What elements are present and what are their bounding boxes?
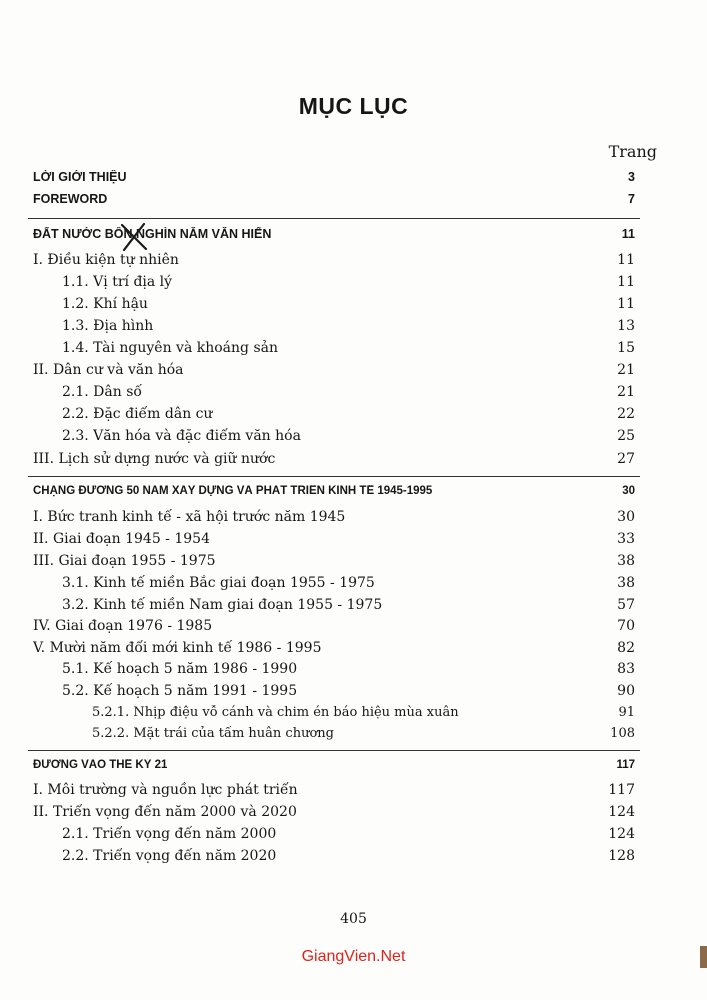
section-divider [28,218,640,219]
toc-entry-page: 22 [617,406,635,422]
toc-section-page: 11 [621,227,635,241]
toc-entry-page: 27 [617,451,635,467]
toc-entry-label: 1.4. Tài nguyên và khoáng sản [62,340,278,356]
toc-entry[interactable] [33,362,635,378]
toc-section-label: ĐẤT NƯỚC BỐN NGHÌN NĂM VĂN HIẾN [33,227,272,241]
toc-entry[interactable] [62,848,635,864]
toc-entry[interactable] [33,782,635,798]
page-edge-mark [700,946,707,968]
toc-entry[interactable] [62,318,635,334]
toc-entry-page: 30 [617,509,635,525]
toc-entry-label: 1.3. Địa hình [62,318,154,334]
toc-entry[interactable] [33,553,635,569]
toc-entry-page: 7 [628,192,635,206]
toc-entry-page: 124 [608,826,635,842]
toc-entry[interactable] [62,575,635,591]
toc-entry-page: 83 [617,661,635,677]
toc-entry-label: 2.2. Triển vọng đến năm 2020 [62,848,277,864]
toc-entry[interactable] [33,804,635,820]
toc-entry-page: 82 [617,640,635,656]
toc-section-page: 30 [622,485,635,497]
toc-entry-page: 38 [617,553,635,569]
toc-entry-page: 117 [608,782,635,798]
toc-entry-label: I. Bức tranh kinh tế - xã hội trước năm 1945 [33,509,346,525]
toc-entry-label: FOREWORD [33,192,108,206]
toc-entry[interactable] [62,296,635,312]
watermark: GiangVien.Net [301,948,406,965]
toc-entry[interactable] [62,340,635,356]
toc-section-label: ĐƯỜNG VÀO THẾ KỶ 21 [33,759,168,771]
toc-entry-page: 70 [617,618,635,634]
toc-entry-page: 91 [618,705,635,720]
toc-entry-page: 13 [617,318,635,334]
toc-entry-page: 38 [617,575,635,591]
toc-entry-page: 25 [617,428,635,444]
toc-entry[interactable] [33,640,635,656]
toc-entry[interactable] [33,531,635,547]
pen-strike-mark [118,221,150,253]
toc-entry-label: LỜI GIỚI THIỆU [33,170,127,184]
toc-entry-label: 5.2.2. Mặt trái của tấm huân chương [92,726,334,741]
toc-entry-label: V. Mười năm đổi mới kinh tế 1986 - 1995 [33,640,322,656]
toc-entry[interactable] [62,428,635,444]
toc-section-heading[interactable] [33,485,635,497]
toc-entry-label: I. Điều kiện tự nhiên [33,252,179,268]
toc-entry-label: 5.2. Kế hoạch 5 năm 1991 - 1995 [62,683,298,699]
toc-entry-page: 11 [617,274,635,290]
toc-entry-page: 3 [628,170,635,184]
toc-entry-page: 128 [608,848,635,864]
toc-entry-label: 2.1. Triển vọng đến năm 2000 [62,826,277,842]
toc-entry-page: 15 [617,340,635,356]
toc-entry-page: 21 [617,384,635,400]
toc-entry-label: 2.1. Dân số [62,384,142,400]
page-number: 405 [340,911,367,927]
toc-entry-label: 2.3. Văn hóa và đặc điểm văn hóa [62,428,301,444]
toc-entry-label: III. Giai đoạn 1955 - 1975 [33,553,216,569]
toc-entry[interactable] [92,726,635,741]
toc-entry[interactable] [33,451,635,467]
toc-entry-page: 108 [610,726,635,741]
toc-entry-foreword[interactable] [33,192,635,206]
toc-entry[interactable] [33,509,635,525]
toc-entry-label: 1.2. Khí hậu [62,296,148,312]
toc-entry-label: II. Giai đoạn 1945 - 1954 [33,531,210,547]
toc-entry-label: 3.2. Kinh tế miền Nam giai đoạn 1955 - 1975 [62,597,383,613]
toc-entry[interactable] [62,683,635,699]
toc-section-heading[interactable] [33,759,635,771]
toc-entry[interactable] [62,384,635,400]
toc-entry-page: 11 [617,252,635,268]
toc-entry[interactable] [62,274,635,290]
toc-entry-page: 11 [617,296,635,312]
toc-section-label: CHẶNG ĐƯỜNG 50 NĂM XÂY DỰNG VÀ PHÁT TRIỂN KINH TẾ 1945-1995 [33,485,433,497]
toc-entry-label: 1.1. Vị trí địa lý [62,274,173,290]
toc-entry-label: 5.1. Kế hoạch 5 năm 1986 - 1990 [62,661,298,677]
toc-entry-label: II. Dân cư và văn hóa [33,362,184,378]
page-title: MỤC LỤC [298,93,409,119]
toc-entry-label: 2.2. Đặc điểm dân cư [62,406,213,422]
toc-entry[interactable] [33,618,635,634]
toc-entry-label: III. Lịch sử dựng nước và giữ nước [33,451,276,467]
toc-entry-label: 5.2.1. Nhịp điệu vỗ cánh và chim én báo hiệu mùa xuân [92,705,459,720]
toc-entry[interactable] [62,597,635,613]
toc-entry-page: 21 [617,362,635,378]
toc-entry-page: 124 [608,804,635,820]
toc-entry-label: IV. Giai đoạn 1976 - 1985 [33,618,213,634]
toc-entry-page: 57 [617,597,635,613]
toc-entry[interactable] [92,705,635,720]
toc-entry[interactable] [33,252,635,268]
toc-entry-page: 90 [617,683,635,699]
page-column-header: Trang [608,142,657,161]
toc-entry-page: 33 [617,531,635,547]
toc-entry[interactable] [62,661,635,677]
toc-entry-label: II. Triển vọng đến năm 2000 và 2020 [33,804,297,820]
toc-entry-intro[interactable] [33,170,635,184]
toc-entry[interactable] [62,406,635,422]
toc-entry-label: 3.1. Kinh tế miền Bắc giai đoạn 1955 - 1975 [62,575,375,591]
toc-entry[interactable] [62,826,635,842]
toc-section-page: 117 [616,759,635,771]
section-divider [28,750,640,751]
section-divider [28,476,640,477]
toc-entry-label: I. Môi trường và nguồn lực phát triển [33,782,298,798]
